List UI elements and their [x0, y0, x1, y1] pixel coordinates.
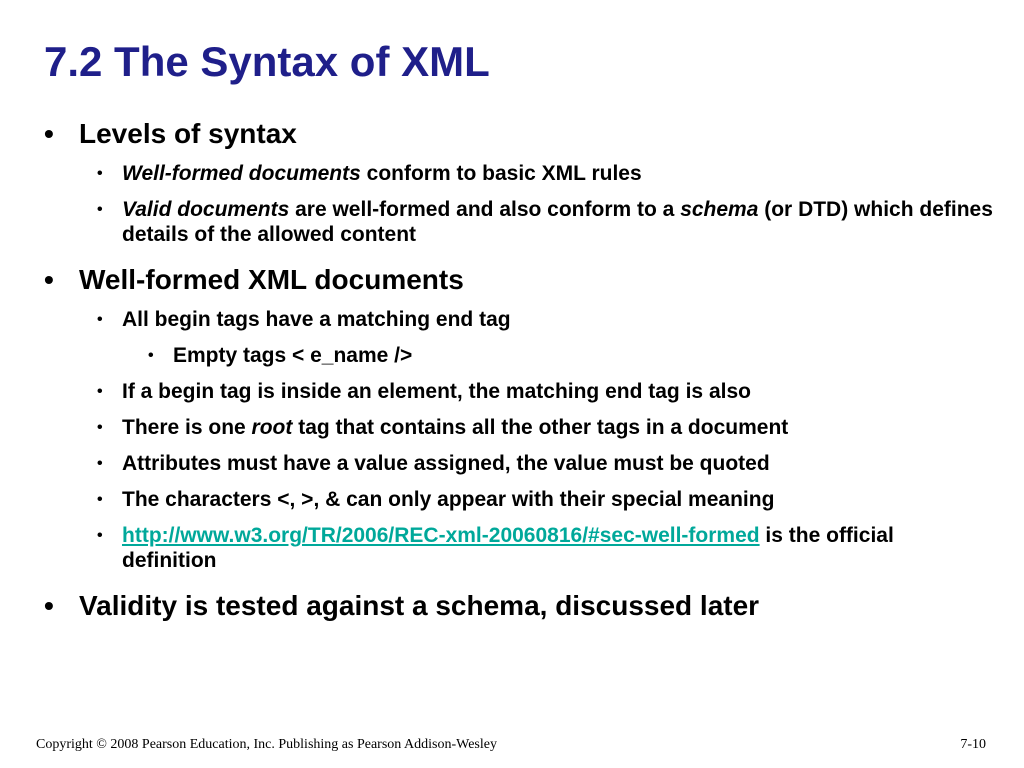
slide-content — [44, 118, 994, 622]
bullet-emphasis: schema — [680, 198, 759, 221]
bullet-icon: • — [97, 419, 103, 436]
bullet-icon: • — [44, 118, 54, 149]
bullet-icon: • — [97, 491, 103, 508]
bullet-root-tag — [44, 415, 994, 440]
bullet-special-characters — [44, 487, 994, 512]
bullet-text: All begin tags have a matching end tag — [122, 308, 511, 331]
bullet-validity — [44, 590, 994, 622]
bullet-empty-tags — [44, 343, 994, 368]
page-number: 7-10 — [960, 737, 986, 752]
bullet-text: conform to basic XML rules — [360, 162, 642, 185]
bullet-text: (or DTD) which defines details of the allowed content — [122, 198, 993, 246]
bullet-text: tag that contains all the other tags in a document — [292, 416, 789, 439]
bullet-icon: • — [44, 590, 54, 621]
bullet-well-formed-xml — [44, 264, 994, 296]
bullet-text: The characters <, >, & can only appear with their special meaning — [122, 488, 775, 511]
bullet-text: Empty tags < e_name /> — [173, 344, 413, 367]
bullet-text: is the official definition — [122, 524, 894, 572]
bullet-valid-documents — [44, 197, 994, 247]
w3c-spec-link[interactable]: http://www.w3.org/TR/2006/REC-xml-20060816/#sec-well-formed — [122, 524, 760, 547]
bullet-nested-tags — [44, 379, 994, 404]
bullet-text: Levels of syntax — [79, 118, 297, 149]
slide-title: 7.2 The Syntax of XML — [44, 38, 490, 85]
bullet-text: There is one — [122, 416, 252, 439]
bullet-icon: • — [44, 264, 54, 295]
bullet-text: Validity is tested against a schema, discussed later — [79, 590, 760, 621]
bullet-attributes — [44, 451, 994, 476]
footer-copyright: Copyright © 2008 Pearson Education, Inc. Publishing as Pearson Addison-Wesley — [36, 737, 497, 752]
bullet-text: are well-formed and also conform to a — [289, 198, 681, 221]
bullet-icon: • — [148, 347, 154, 364]
bullet-emphasis: Well-formed documents — [122, 162, 361, 185]
bullet-begin-end-tags — [44, 307, 994, 332]
bullet-text: If a begin tag is inside an element, the matching end tag is also — [122, 380, 751, 403]
bullet-text: Attributes must have a value assigned, the value must be quoted — [122, 452, 770, 475]
bullet-icon: • — [97, 311, 103, 328]
bullet-official-definition — [44, 523, 994, 573]
bullet-emphasis: root — [251, 416, 293, 439]
bullet-icon: • — [97, 201, 103, 218]
bullet-icon: • — [97, 455, 103, 472]
bullet-emphasis: Valid documents — [122, 198, 290, 221]
bullet-levels-of-syntax — [44, 118, 994, 150]
bullet-icon: • — [97, 383, 103, 400]
bullet-text: Well-formed XML documents — [79, 264, 464, 295]
bullet-icon: • — [97, 165, 103, 182]
bullet-icon: • — [97, 527, 103, 544]
bullet-well-formed-documents — [44, 161, 994, 186]
